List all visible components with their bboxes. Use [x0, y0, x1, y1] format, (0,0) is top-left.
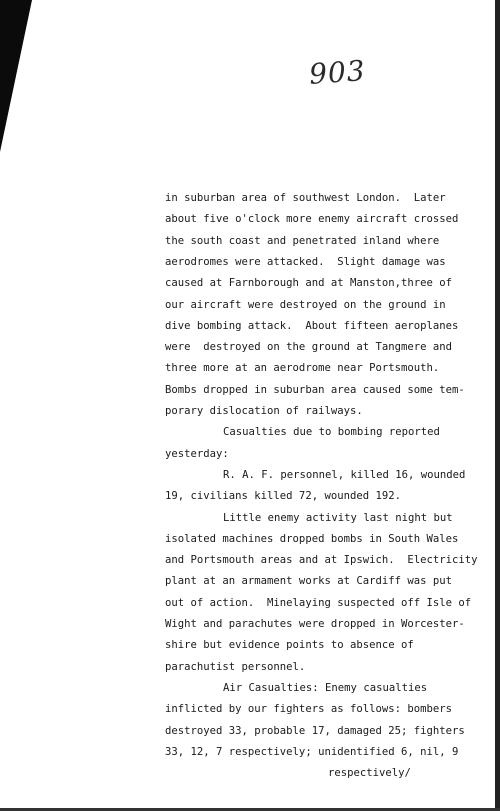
text-line-20: out of action. Minelaying suspected off Isle of [165, 596, 472, 609]
text-line-28: respectively/ [328, 767, 411, 780]
text-line-3: the south coast and penetrated inland where [165, 234, 440, 247]
text-line-19: plant at an armament works at Cardiff was put [165, 575, 453, 588]
scan-right-border [495, 0, 500, 811]
text-line-12: Casualties due to bombing reported [223, 426, 440, 439]
text-line-5: caused at Farnborough and at Manston,three of [165, 277, 453, 290]
text-line-11: porary dislocation of railways. [165, 405, 363, 417]
text-line-26: destroyed 33, probable 17, damaged 25; fighters [165, 724, 465, 737]
text-line-25: inflicted by our fighters as follows: bombers [165, 703, 453, 716]
text-line-7: dive bombing attack. About fifteen aeroplanes [165, 319, 459, 332]
text-line-27: 33, 12, 7 respectively; unidentified 6, nil, 9 [165, 745, 459, 758]
text-line-18: and Portsmouth areas and at Ipswich. Electricity [165, 554, 478, 567]
text-line-23: parachutist personnel. [165, 660, 306, 673]
text-line-21: Wight and parachutes were dropped in Worcester- [165, 618, 465, 630]
text-line-17: isolated machines dropped bombs in South Wales [165, 532, 459, 545]
text-line-4: aerodromes were attacked. Slight damage was [165, 255, 446, 268]
text-line-8: were destroyed on the ground at Tangmere and [165, 341, 453, 354]
text-line-2: about five o'clock more enemy aircraft crossed [165, 213, 459, 226]
handwritten-page-number: 903 [308, 54, 367, 91]
text-line-24: Air Casualties: Enemy casualties [223, 681, 428, 694]
text-line-13: yesterday: [165, 447, 229, 460]
text-line-16: Little enemy activity last night but [223, 511, 453, 524]
text-line-10: Bombs dropped in suburban area caused some tem- [165, 383, 465, 396]
text-line-14: R. A. F. personnel, killed 16, wounded [223, 468, 466, 481]
text-line-9: three more at an aerodrome near Portsmouth. [165, 362, 440, 375]
text-line-15: 19, civilians killed 72, wounded 192. [165, 490, 401, 503]
text-line-6: our aircraft were destroyed on the ground in [165, 298, 446, 311]
text-line-1: in suburban area of southwest London. Later [165, 192, 446, 204]
scan-edge-shadow [0, 0, 32, 152]
text-line-22: shire but evidence points to absence of [165, 639, 414, 652]
